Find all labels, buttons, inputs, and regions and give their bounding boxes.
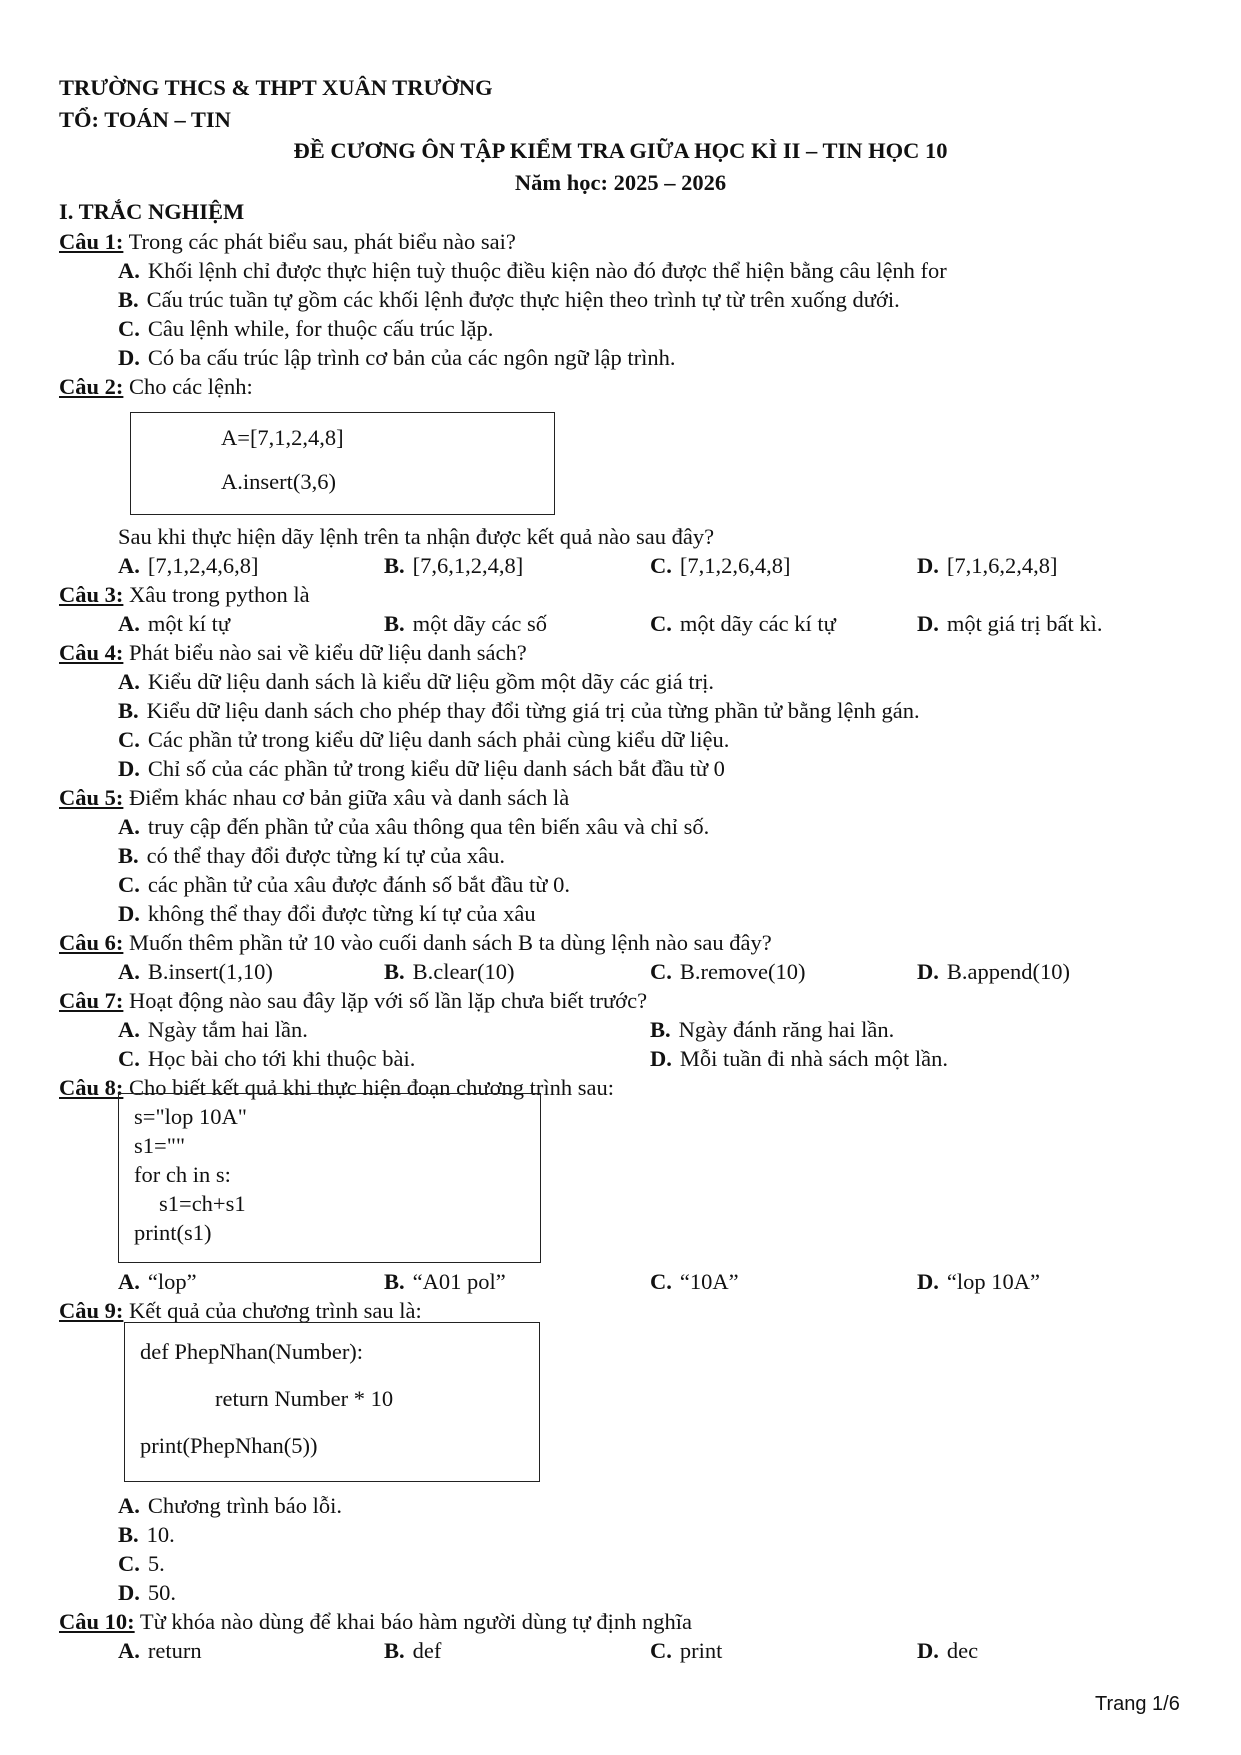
option-letter: B. <box>384 611 405 636</box>
option-letter: D. <box>917 553 939 578</box>
question-2 <box>59 372 253 401</box>
option-b <box>118 1520 175 1549</box>
option-a <box>118 1267 197 1296</box>
question-text: Muốn thêm phần tử 10 vào cuối danh sách B ta dùng lệnh nào sau đây? <box>129 930 772 955</box>
question-text: Điểm khác nhau cơ bản giữa xâu và danh sách là <box>129 785 570 810</box>
code-line: print(s1) <box>134 1220 212 1245</box>
option-letter: D. <box>917 959 939 984</box>
option-c <box>650 609 836 638</box>
option-text: Kiểu dữ liệu danh sách cho phép thay đổi từng giá trị của từng phần tử bằng lệnh gán. <box>146 698 920 723</box>
option-text: Học bài cho tới khi thuộc bài. <box>147 1046 416 1071</box>
option-text: print <box>679 1638 723 1663</box>
option-text: một kí tự <box>147 611 231 636</box>
option-c <box>118 1549 165 1578</box>
option-text: “10A” <box>679 1269 739 1294</box>
option-text: [7,1,6,2,4,8] <box>946 553 1058 578</box>
code-line: return Number * 10 <box>215 1386 394 1411</box>
code-line: s="lop 10A" <box>134 1104 247 1129</box>
option-letter: C. <box>118 316 140 341</box>
option-text: Các phần tử trong kiểu dữ liệu danh sách phải cùng kiểu dữ liệu. <box>147 727 730 752</box>
option-letter: D. <box>917 1269 939 1294</box>
question-label: Câu 9: <box>59 1298 124 1323</box>
option-b <box>118 696 920 725</box>
option-letter: A. <box>118 814 140 839</box>
option-letter: A. <box>118 1493 140 1518</box>
option-text: [7,1,2,4,6,8] <box>147 553 259 578</box>
option-text: [7,6,1,2,4,8] <box>412 553 524 578</box>
option-letter: B. <box>384 959 405 984</box>
document-title: ĐỀ CƯƠNG ÔN TẬP KIỂM TRA GIỮA HỌC KÌ II – TIN HỌC 10 <box>293 138 948 163</box>
option-letter: B. <box>384 1638 405 1663</box>
option-letter: D. <box>118 901 140 926</box>
option-letter: D. <box>917 1638 939 1663</box>
option-text: [7,1,2,6,4,8] <box>679 553 791 578</box>
question-text: Kết quả của chương trình sau là: <box>129 1298 422 1323</box>
page-number: Trang 1/6 <box>1095 1693 1180 1715</box>
code-line: s1="" <box>134 1133 186 1158</box>
option-letter: C. <box>118 872 140 897</box>
code-line: def PhepNhan(Number): <box>140 1339 364 1364</box>
option-c <box>650 1636 722 1665</box>
option-letter: A. <box>118 1269 140 1294</box>
option-text: một giá trị bất kì. <box>946 611 1103 636</box>
question-text: Trong các phát biểu sau, phát biểu nào sai? <box>128 229 516 254</box>
option-text: Câu lệnh while, for thuộc cấu trúc lặp. <box>147 316 494 341</box>
code-box <box>124 1322 540 1482</box>
option-d <box>917 609 1102 638</box>
option-a <box>118 667 714 696</box>
option-text: các phần tử của xâu được đánh số bắt đầu từ 0. <box>147 872 570 897</box>
option-letter: B. <box>384 553 405 578</box>
option-c <box>650 1267 739 1296</box>
question-7 <box>59 986 647 1015</box>
option-text: “A01 pol” <box>412 1269 506 1294</box>
option-text: 5. <box>147 1551 165 1576</box>
option-d <box>118 1578 176 1607</box>
option-letter: A. <box>118 669 140 694</box>
question-after-text: Sau khi thực hiện dãy lệnh trên ta nhận được kết quả nào sau đây? <box>118 524 715 549</box>
option-letter: C. <box>650 611 672 636</box>
option-letter: C. <box>650 1638 672 1663</box>
option-letter: C. <box>650 1269 672 1294</box>
question-5 <box>59 783 569 812</box>
question-6 <box>59 928 772 957</box>
option-text: B.insert(1,10) <box>147 959 273 984</box>
option-letter: B. <box>118 698 139 723</box>
question-label: Câu 5: <box>59 785 124 810</box>
option-text: một dãy các kí tự <box>679 611 836 636</box>
option-b <box>118 285 900 314</box>
option-letter: C. <box>650 959 672 984</box>
option-text: def <box>412 1638 442 1663</box>
option-c <box>118 725 729 754</box>
question-text: Từ khóa nào dùng để khai báo hàm người dùng tự định nghĩa <box>139 1609 692 1634</box>
question-text: Cho biết kết quả khi thực hiện đoạn chương trình sau: <box>129 1075 614 1100</box>
option-letter: D. <box>650 1046 672 1071</box>
option-text: B.remove(10) <box>679 959 806 984</box>
option-letter: C. <box>118 1046 140 1071</box>
question-label: Câu 4: <box>59 640 124 665</box>
option-a <box>118 1015 308 1044</box>
option-d <box>118 343 676 372</box>
option-letter: A. <box>118 553 140 578</box>
option-text: Có ba cấu trúc lập trình cơ bản của các ngôn ngữ lập trình. <box>147 345 676 370</box>
option-text: Kiểu dữ liệu danh sách là kiểu dữ liệu gồm một dãy các giá trị. <box>147 669 714 694</box>
school-name: TRƯỜNG THCS & THPT XUÂN TRƯỜNG <box>59 75 493 100</box>
code-line: s1=ch+s1 <box>159 1191 246 1216</box>
option-text: 10. <box>146 1522 175 1547</box>
option-text: B.append(10) <box>946 959 1070 984</box>
option-c <box>118 1044 415 1073</box>
option-text: có thể thay đổi được từng kí tự của xâu. <box>146 843 506 868</box>
group-name: TỔ: TOÁN – TIN <box>59 107 231 132</box>
option-d <box>118 754 725 783</box>
option-text: return <box>147 1638 202 1663</box>
option-c <box>118 314 493 343</box>
question-label: Câu 6: <box>59 930 124 955</box>
option-c <box>118 870 570 899</box>
option-letter: A. <box>118 258 140 283</box>
code-line: print(PhepNhan(5)) <box>140 1433 318 1458</box>
question-label: Câu 10: <box>59 1609 135 1634</box>
question-label: Câu 8: <box>59 1075 124 1100</box>
option-text: “lop” <box>147 1269 197 1294</box>
option-letter: D. <box>118 756 140 781</box>
school-year: Năm học: 2025 – 2026 <box>514 170 727 195</box>
option-letter: B. <box>650 1017 671 1042</box>
question-label: Câu 3: <box>59 582 124 607</box>
option-letter: D. <box>118 345 140 370</box>
option-d <box>917 1636 978 1665</box>
option-text: Ngày tắm hai lần. <box>147 1017 308 1042</box>
option-letter: A. <box>118 959 140 984</box>
option-c <box>650 957 805 986</box>
question-label: Câu 2: <box>59 374 124 399</box>
option-a <box>118 551 259 580</box>
option-b <box>118 841 505 870</box>
option-text: Ngày đánh răng hai lần. <box>678 1017 895 1042</box>
option-text: Cấu trúc tuần tự gồm các khối lệnh được thực hiện theo trình tự từ trên xuống dưới. <box>146 287 900 312</box>
option-b <box>384 1267 506 1296</box>
code-line: A.insert(3,6) <box>221 469 336 494</box>
code-box <box>118 1093 541 1263</box>
option-a <box>118 1636 202 1665</box>
question-10 <box>59 1607 692 1636</box>
question-9 <box>59 1296 422 1325</box>
option-letter: A. <box>118 1017 140 1042</box>
code-line: A=[7,1,2,4,8] <box>221 425 344 450</box>
question-text: Phát biểu nào sai về kiểu dữ liệu danh sách? <box>129 640 527 665</box>
code-line: for ch in s: <box>134 1162 231 1187</box>
option-letter: D. <box>917 611 939 636</box>
question-text: Xâu trong python là <box>129 582 310 607</box>
option-letter: B. <box>118 287 139 312</box>
question-text: Cho các lệnh: <box>129 374 253 399</box>
option-text: Khối lệnh chỉ được thực hiện tuỳ thuộc điều kiện nào đó được thể hiện bằng câu lệnh for <box>147 258 947 283</box>
option-letter: A. <box>118 611 140 636</box>
option-letter: D. <box>118 1580 140 1605</box>
option-text: không thể thay đổi được từng kí tự của xâu <box>147 901 536 926</box>
option-a <box>118 1491 342 1520</box>
option-b <box>384 551 523 580</box>
option-b <box>384 1636 441 1665</box>
option-a <box>118 609 230 638</box>
option-b <box>650 1015 894 1044</box>
option-a <box>118 812 709 841</box>
section-heading: I. TRẮC NGHIỆM <box>59 199 245 224</box>
option-letter: A. <box>118 1638 140 1663</box>
option-text: truy cập đến phần tử của xâu thông qua tên biến xâu và chỉ số. <box>147 814 710 839</box>
option-letter: C. <box>118 1551 140 1576</box>
option-a <box>118 957 273 986</box>
option-letter: B. <box>118 843 139 868</box>
question-4 <box>59 638 527 667</box>
option-text: Chỉ số của các phần tử trong kiểu dữ liệu danh sách bắt đầu từ 0 <box>147 756 725 781</box>
question-3 <box>59 580 310 609</box>
option-text: dec <box>946 1638 979 1663</box>
option-text: B.clear(10) <box>412 959 515 984</box>
question-1 <box>59 227 516 256</box>
option-letter: C. <box>118 727 140 752</box>
option-letter: C. <box>650 553 672 578</box>
option-text: 50. <box>147 1580 176 1605</box>
option-d <box>917 551 1058 580</box>
option-text: Mỗi tuần đi nhà sách một lần. <box>679 1046 948 1071</box>
question-text: Hoạt động nào sau đây lặp với số lần lặp chưa biết trước? <box>129 988 648 1013</box>
option-d <box>917 1267 1040 1296</box>
option-b <box>384 609 547 638</box>
option-text: một dãy các số <box>412 611 547 636</box>
option-d <box>650 1044 948 1073</box>
option-text: Chương trình báo lỗi. <box>147 1493 342 1518</box>
option-text: “lop 10A” <box>946 1269 1040 1294</box>
option-d <box>917 957 1070 986</box>
option-d <box>118 899 536 928</box>
code-box <box>130 412 555 515</box>
option-b <box>384 957 514 986</box>
option-a <box>118 256 947 285</box>
option-c <box>650 551 791 580</box>
question-label: Câu 1: <box>59 229 124 254</box>
option-letter: B. <box>384 1269 405 1294</box>
question-label: Câu 7: <box>59 988 124 1013</box>
option-letter: B. <box>118 1522 139 1547</box>
